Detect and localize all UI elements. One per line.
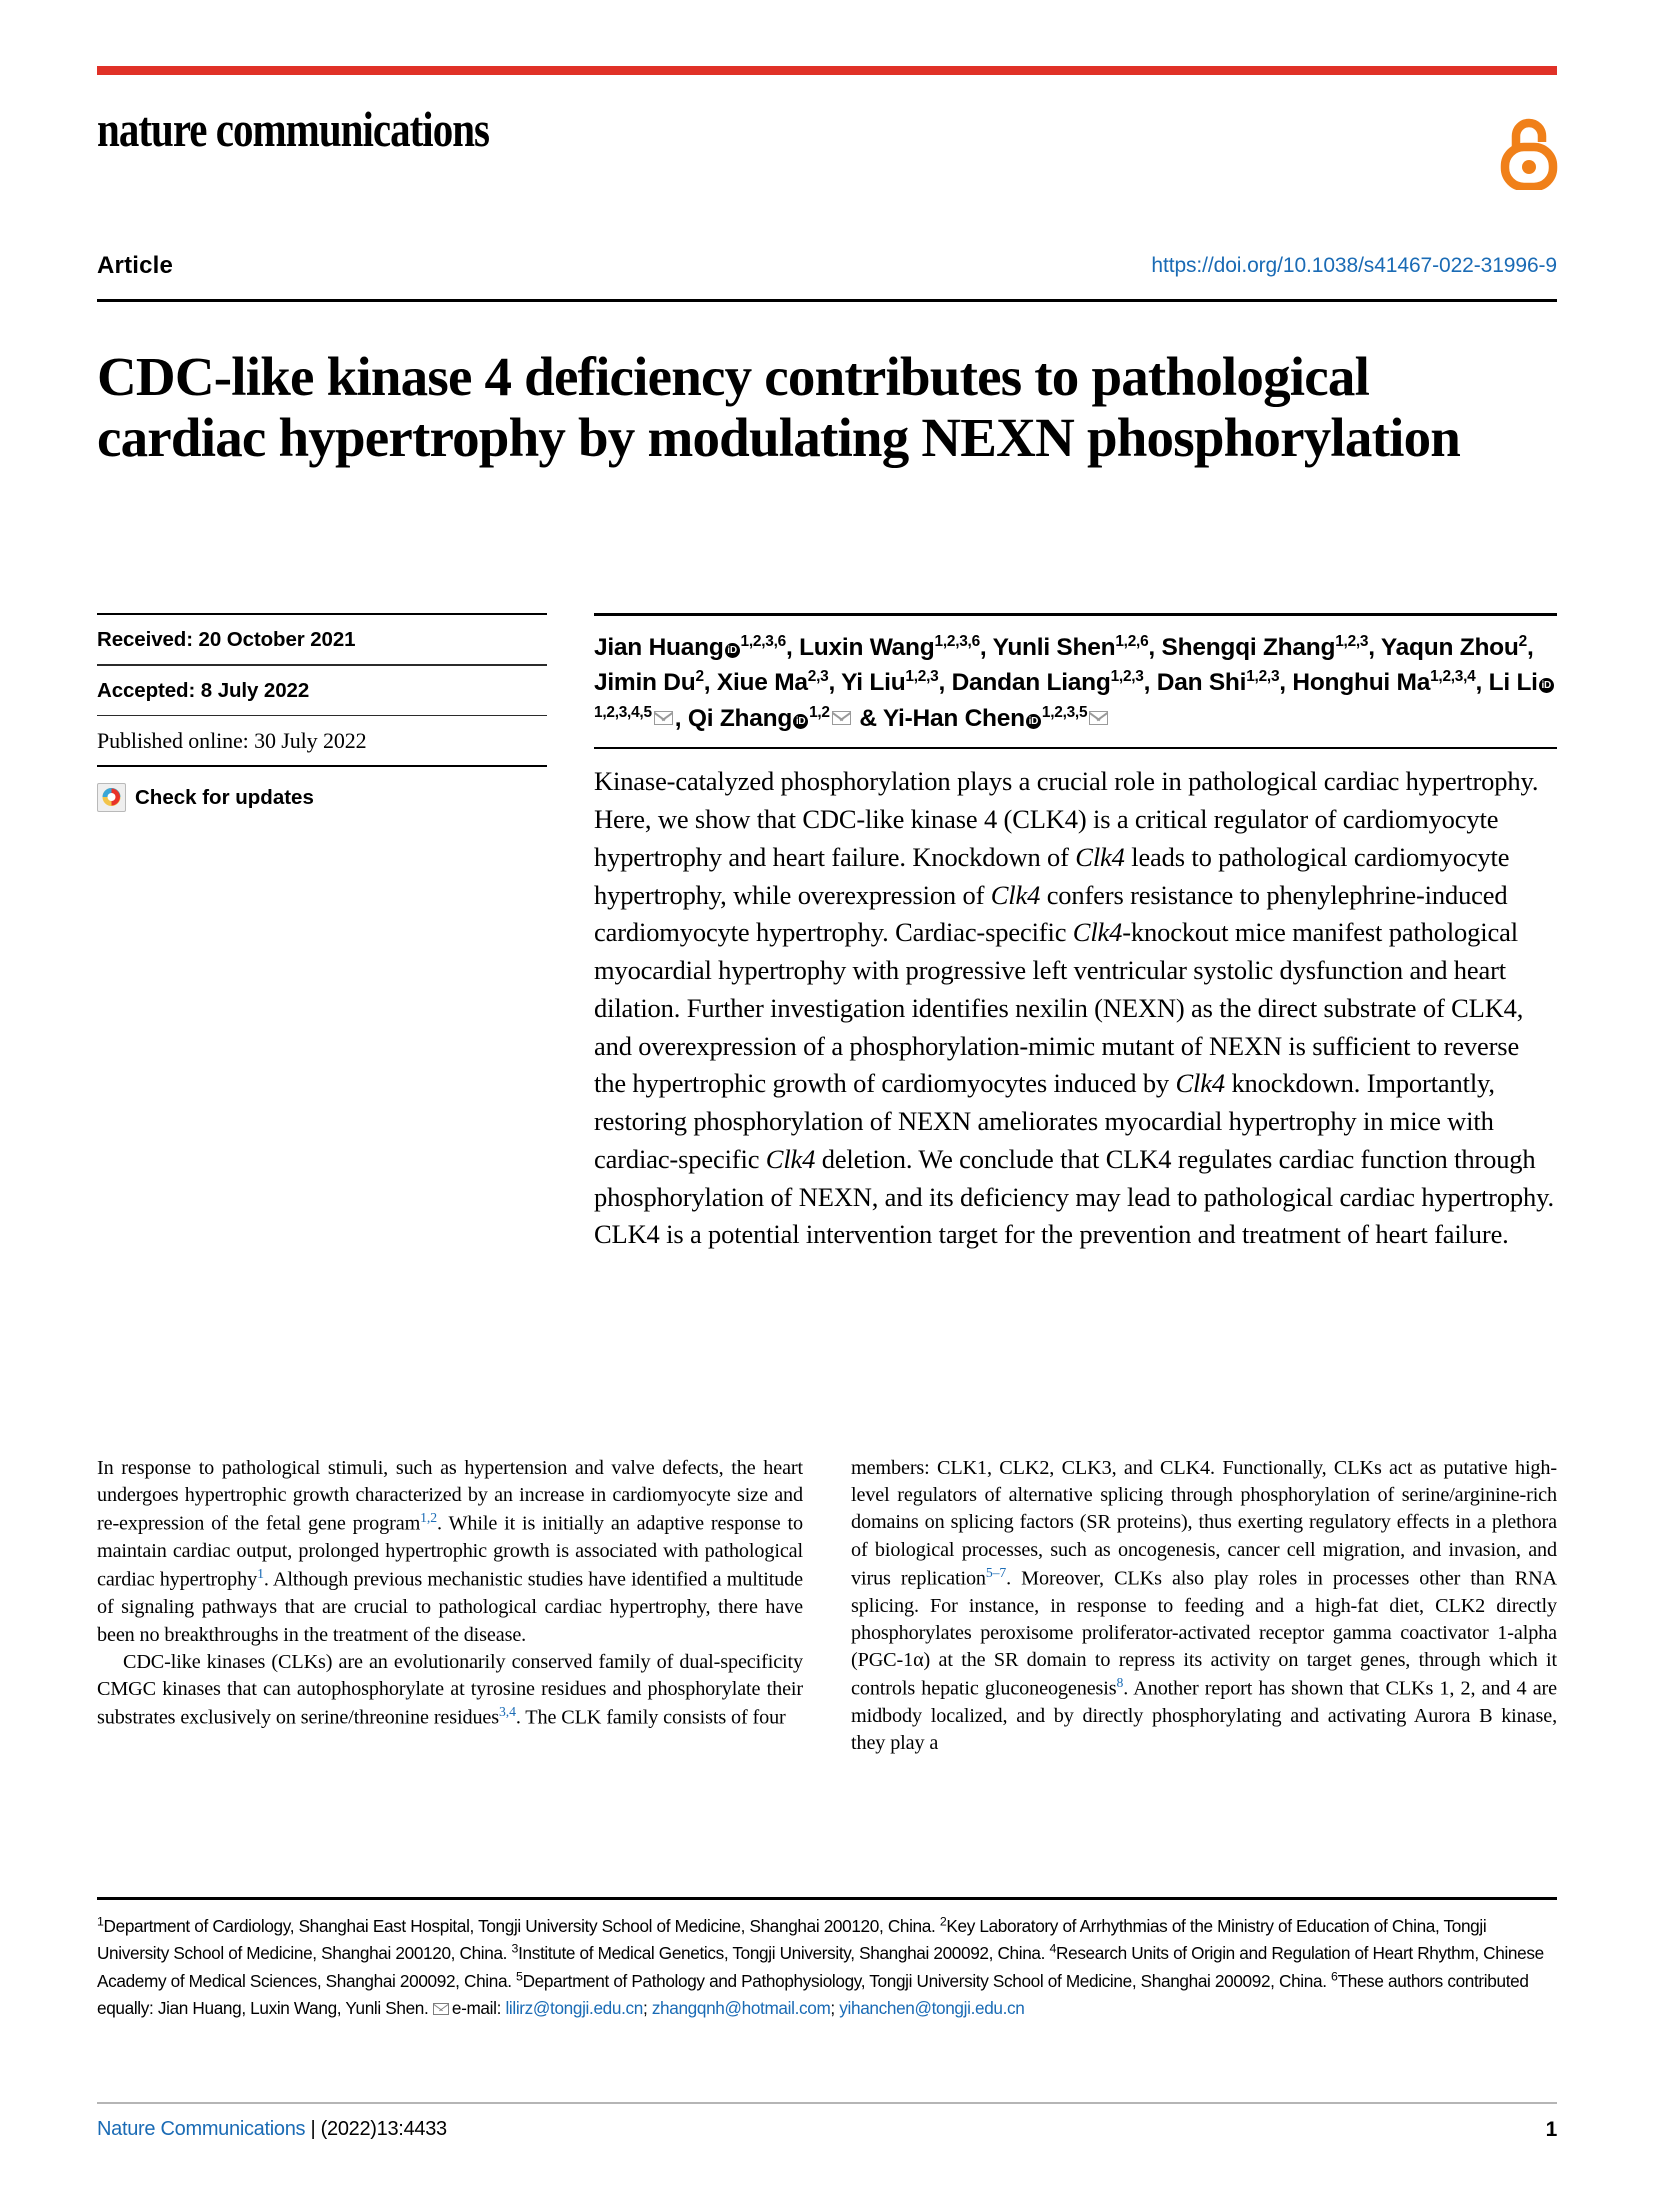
article-metadata-column [97,613,547,812]
authors-and-abstract-column [594,613,1557,1254]
body-column-left: In response to pathological stimuli, such as hypertension and valve defects, the heart undergoes hypertrophic growth characterized by an increase in cardiomyocyte size and re-expression of the fetal gene program$^{1,2}$. While it is initially an adaptive response to maintain cardiac output, prolonged hypertrophic growth is associated with pathological cardiac hypertrophy$^1$. Although previous mechanistic studies have identified a multitude of signaling pathways that are crucial to pathological cardiac hypertrophy, there have been no breakthroughs in the treatment of the disease. CDC-like kinases (CLKs) are an evolutionarily conserved family of dual-specificity CMGC kinases that can autophosphorylate at tyrosine residues and phosphorylate their substrates exclusively on serine/threonine residues$^{3,4}$. The CLK family consists of four [97,1457,804,1729]
footnote-divider [97,1897,1557,1900]
masthead-accent-rule [97,66,1557,75]
email-link-3[interactable]: yihanchen@tongji.edu.cn [839,1997,1025,2018]
check-for-updates-button[interactable] [97,767,547,812]
email-label: e-mail: [451,1997,501,2018]
author-list: Jian Huang iD$^{1,2,3,6}$, Luxin Wang$^{1,2,3,6}$, Yunli Shen$^{1,2,6}$, Shengqi Zhang$^{1,2,3}$, Yaqun Zhou$^2$, Jimin Du$^2$, Xiue Ma$^{2,3}$, Yi Liu$^{1,2,3}$, Dandan Liang$^{1,2,3}$, Dan Shi$^{1,2,3}$, Honghui Ma$^{1,2,3,4}$, Li Li iD$^{1,2,3,4,5}$ , Qi Zhang iD$^{1,2}$ & Yi-Han Chen iD$^{1,2,3,5}$ [594,616,1557,747]
crossmark-icon [97,783,126,812]
body-column-right: members: CLK1, CLK2, CLK3, and CLK4. Functionally, CLKs act as putative high-level regulators of alternative splicing through phosphorylation of serine/arginine-rich domains on splicing factors (SR proteins), thus exerting regulatory effects in a plethora of biological processes, such as oncogenesis, cancer cell migration, and invasion, and virus replication$^{5-7}$. Moreover, CLKs also play roles in processes other than RNA splicing. For instance, in response to feeding and a high-fat diet, CLK2 directly phosphorylates peroxisome proliferator-activated receptor gamma coactivator 1-alpha (PGC-1α) at the SR domain to repress its activity on target genes, through which it controls hepatic gluconeogenesis$^8$. Another report has shown that CLKs 1, 2, and 4 are midbody localized, and by directly phosphorylating and activating Aurora B kinase, they play a [851,1457,1557,1755]
page-footer [97,2118,1557,2148]
email-envelope-icon [433,2003,449,2015]
open-access-lock-icon [1497,116,1561,190]
accepted-date: Accepted: 8 July 2022 [97,678,310,702]
footer-divider [97,2102,1557,2104]
footer-journal-link[interactable]: Nature Communications [97,2118,306,2140]
published-date: Published online: 30 July 2022 [97,728,367,753]
article-type-row [97,252,1557,286]
email-link-2[interactable]: zhangqnh@hotmail.com [651,1997,831,2018]
divider-under-article-row [97,299,1557,302]
affiliations-text: $^1$Department of Cardiology, Shanghai East Hospital, Tongji University School of Medicine, Shanghai 200120, China. $^2$Key Laboratory of Arrhythmias of the Ministry of Education of China, Tongji University School of Medicine, Shanghai 200120, China. $^3$Institute of Medical Genetics, Tongji University, Shanghai 200092, China. $^4$Research Units of Origin and Regulation of Heart Rhythm, Chinese Academy of Medical Sciences, Shanghai 200092, China. $^5$Department of Pathology and Pathophysiology, Tongji University School of Medicine, Shanghai 200092, China. $^6$These authors contributed equally: Jian Huang, Luxin Wang, Yunli Shen. [97,1914,1544,2018]
page-number: 1 [1545,2118,1557,2141]
affiliations-footnote: $^1$Department of Cardiology, Shanghai East Hospital, Tongji University School of Medicine, Shanghai 200120, China. $^2$Key Laboratory of Arrhythmias of the Ministry of Education of China, Tongji University School of Medicine, Shanghai 200120, China. $^3$Institute of Medical Genetics, Tongji University, Shanghai 200092, China. $^4$Research Units of Origin and Regulation of Heart Rhythm, Chinese Academy of Medical Sciences, Shanghai 200092, China. $^5$Department of Pathology and Pathophysiology, Tongji University School of Medicine, Shanghai 200092, China. $^6$These authors contributed equally: Jian Huang, Luxin Wang, Yunli Shen. e-mail: lilirz@tongji.edu.cn; zhangqnh@hotmail.com; yihanchen@tongji.edu.cn [97,1914,1544,2018]
footer-citation: | (2022)13:4433 [310,2118,447,2140]
doi-link[interactable]: https://doi.org/10.1038/s41467-022-31996-9 [1151,254,1557,277]
check-for-updates-label: Check for updates [135,785,314,809]
received-date: Received: 20 October 2021 [97,628,356,651]
email-link-1[interactable]: lilirz@tongji.edu.cn [505,1997,643,2018]
article-type-label: Article [97,252,174,279]
article-body [97,1455,1557,1757]
journal-masthead: nature communications [97,101,490,157]
footer-citation-group [97,2118,447,2141]
abstract-text: Kinase-catalyzed phosphorylation plays a crucial role in pathological cardiac hypertrophy. Here, we show that CDC-like kinase 4 (CLK4) is a critical regulator of cardiomyocyte hypertrophy and heart failure. Knockdown of Clk4 leads to pathological cardiomyocyte hypertrophy, while overexpression of Clk4 confers resistance to phenylephrine-induced cardiomyocyte hypertrophy. Cardiac-specific Clk4-knockout mice manifest pathological myocardial hypertrophy with progressive left ventricular systolic dysfunction and heart dilation. Further investigation identifies nexilin (NEXN) as the direct substrate of CLK4, and overexpression of a phosphorylation-mimic mutant of NEXN is sufficient to reverse the hypertrophic growth of cardiomyocytes induced by Clk4 knockdown. Importantly, restoring phosphorylation of NEXN ameliorates myocardial hypertrophy in mice with cardiac-specific Clk4 deletion. We conclude that CLK4 regulates cardiac function through phosphorylation of NEXN, and its deficiency may lead to pathological cardiac hypertrophy. CLK4 is a potential intervention target for the prevention and treatment of heart failure. [594,766,1554,1250]
page-title: CDC-like kinase 4 deficiency contributes to pathological cardiac hypertrophy by modulating NEXN phosphorylation [97,345,1461,469]
